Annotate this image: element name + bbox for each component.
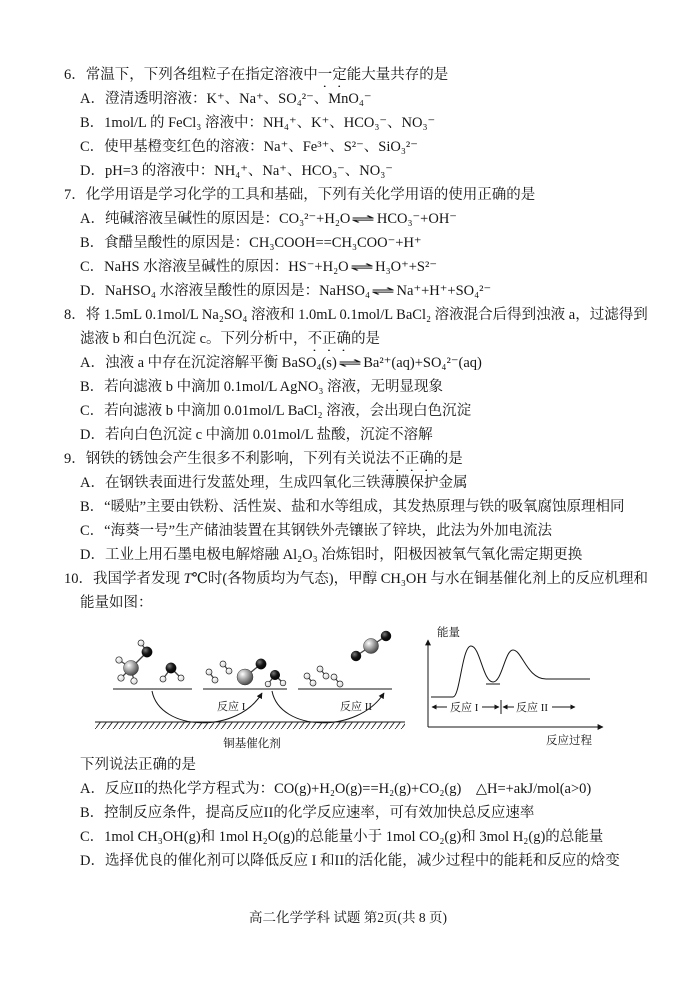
temperature-symbol: T <box>183 571 192 587</box>
catalyst-label: 铜基催化剂 <box>223 738 281 750</box>
emphasis-text: 不正确 <box>307 331 352 347</box>
question-10-option-b: B．控制反应条件，提高反应II的化学反应速率，可有效加快总反应速率 <box>80 805 535 821</box>
stem-text: 能大量共存的是 <box>346 67 449 83</box>
energy-curve <box>431 646 590 697</box>
page-footer: 高二化学学科 试题 第2页(共 8 页) <box>249 910 447 925</box>
question-10-stem-line-1 <box>0 567 696 591</box>
question-6-option-c: C．使甲基橙变红色的溶液：Na⁺、Fe³⁺、S²⁻、SiO₃²⁻ <box>80 139 418 155</box>
carbon-dioxide-molecule <box>351 631 391 661</box>
question-7-option-c <box>0 255 696 279</box>
catalyst-hatching <box>95 722 405 729</box>
option-text: B．食醋呈酸性的原因是：CH₃COOH==CH₃COO⁻+H⁺ <box>80 235 422 251</box>
reaction-figure <box>0 618 696 754</box>
stem-text: ℃时(各物质均为气态)，甲醇 CH₃OH 与水在铜基催化剂上的反应机理和 <box>191 571 648 587</box>
carbon-monoxide-molecule <box>237 659 266 685</box>
stem-text: 的是 <box>351 331 381 347</box>
option-text: HCO₃⁻+OH⁻ <box>376 211 457 227</box>
energy-x-label: 反应过程 <box>546 735 592 747</box>
question-7-option-b <box>0 231 696 255</box>
question-8-option-d: D．若向白色沉淀 c 中滴加 0.01mol/L 盐酸，沉淀不溶解 <box>80 427 433 443</box>
option-text: A．纯碱溶液呈碱性的原因是：CO₃²⁻+H₂O <box>80 211 351 227</box>
option-text: D．NaHSO₄ 水溶液呈酸性的原因是：NaHSO₄ <box>80 283 371 299</box>
questions-lower <box>0 753 696 873</box>
question-6-stem <box>0 63 696 87</box>
question-9-option-c: C．“海葵一号”生产储油装置在其钢铁外壳镶嵌了锌块，此法为外加电流法 <box>80 523 553 539</box>
question-8-option-b: B．若向滤液 b 中滴加 0.1mol/L AgNO₃ 溶液，无明显现象 <box>80 379 443 395</box>
question-7-stem: 7．化学用语是学习化学的工具和基础，下列有关化学用语的使用正确的是 <box>64 187 536 203</box>
stem-text: 6．常温下，下列各组粒子在指定溶液中 <box>64 67 318 83</box>
equilibrium-arrow-icon: ⇌ <box>351 211 376 226</box>
water-molecule <box>265 670 286 687</box>
emphasis-text: 不正确 <box>390 451 434 467</box>
question-7-option-d <box>0 279 696 303</box>
question-6-option-b: B．1mol/L 的 FeCl₃ 溶液中：NH₄⁺、K⁺、HCO₃⁻、NO₃⁻ <box>80 115 436 131</box>
energy-diagram <box>428 625 603 747</box>
question-10-stem-line-2: 能量如图： <box>80 595 153 611</box>
emphasis-text: 一定 <box>317 67 347 83</box>
reaction-1-arrow <box>152 691 262 723</box>
option-text: A．浊液 a 中存在沉淀溶解平衡 BaSO₄(s) <box>80 355 337 371</box>
question-10-prompt: 下列说法正确的是 <box>80 757 196 773</box>
stage-2-label: 反应 II <box>516 702 549 714</box>
hydrogen-molecules <box>304 666 343 687</box>
reaction-2-label: 反应 II <box>340 701 373 713</box>
hydrogen-molecules <box>206 661 232 683</box>
question-7-option-a <box>0 207 696 231</box>
option-text: C．NaHS 水溶液呈碱性的原因：HS⁻+H₂O <box>80 259 349 275</box>
equilibrium-arrow-icon: ⇌ <box>337 355 363 370</box>
question-10-option-c: C．1mol CH₃OH(g)和 1mol H₂O(g)的总能量小于 1mol CO₂(g)和 3mol H₂(g)的总能量 <box>80 829 604 845</box>
question-9-stem <box>0 447 696 471</box>
mechanism-diagram <box>95 631 405 750</box>
question-9-option-b: B．“暖贴”主要由铁粉、活性炭、盐和水等组成，其发热原理与铁的吸氧腐蚀原理相同 <box>80 499 625 515</box>
stem-text: 10．我国学者发现 <box>64 571 184 587</box>
stem-text: 滤液 b 和白色沉淀 c。下列分析中， <box>80 331 308 347</box>
stage-1-label: 反应 I <box>450 702 479 714</box>
question-10-option-d: D．选择优良的催化剂可以降低反应 I 和II的活化能，减少过程中的能耗和反应的焓变 <box>80 853 620 869</box>
question-9-option-d: D．工业上用石墨电极电解熔融 Al₂O₃ 冶炼铝时，阳极因被氧气氧化需定期更换 <box>80 547 583 563</box>
question-9-option-a: A．在钢铁表面进行发蓝处理，生成四氧化三铁薄膜保护金属 <box>80 475 468 491</box>
water-molecule <box>160 663 184 682</box>
question-8-option-a <box>0 351 696 375</box>
question-8-stem-line-2 <box>0 327 696 351</box>
question-10-option-a: A．反应II的热化学方程式为：CO(g)+H₂O(g)==H₂(g)+CO₂(g) △H=+akJ/mol(a>0) <box>80 781 592 797</box>
energy-y-label: 能量 <box>437 627 460 639</box>
equilibrium-arrow-icon: ⇌ <box>371 283 396 298</box>
option-text: H₃O⁺+S²⁻ <box>375 259 437 275</box>
questions-upper <box>0 63 696 615</box>
question-8-option-c: C．若向滤液 b 中滴加 0.01mol/L BaCl₂ 溶液，会出现白色沉淀 <box>80 403 472 419</box>
methanol-molecule <box>116 640 152 684</box>
stem-text: 的是 <box>433 451 463 467</box>
question-6-option-a: A．澄清透明溶液：K⁺、Na⁺、SO₄²⁻、MnO₄⁻ <box>80 91 372 107</box>
equilibrium-arrow-icon: ⇌ <box>349 259 374 274</box>
question-8-stem-line-1: 8．将 1.5mL 0.1mol/L Na₂SO₄ 溶液和 1.0mL 0.1mol/L BaCl₂ 溶液混合后得到浊液 a，过滤得到 <box>64 307 648 323</box>
reaction-1-label: 反应 I <box>217 701 246 713</box>
question-6-option-d: D．pH=3 的溶液中：NH₄⁺、Na⁺、HCO₃⁻、NO₃⁻ <box>80 163 393 179</box>
option-text: Ba²⁺(aq)+SO₄²⁻(aq) <box>363 355 482 371</box>
option-text: Na⁺+H⁺+SO₄²⁻ <box>396 283 492 299</box>
stem-text: 9．钢铁的锈蚀会产生很多不利影响，下列有关说法 <box>64 451 391 467</box>
